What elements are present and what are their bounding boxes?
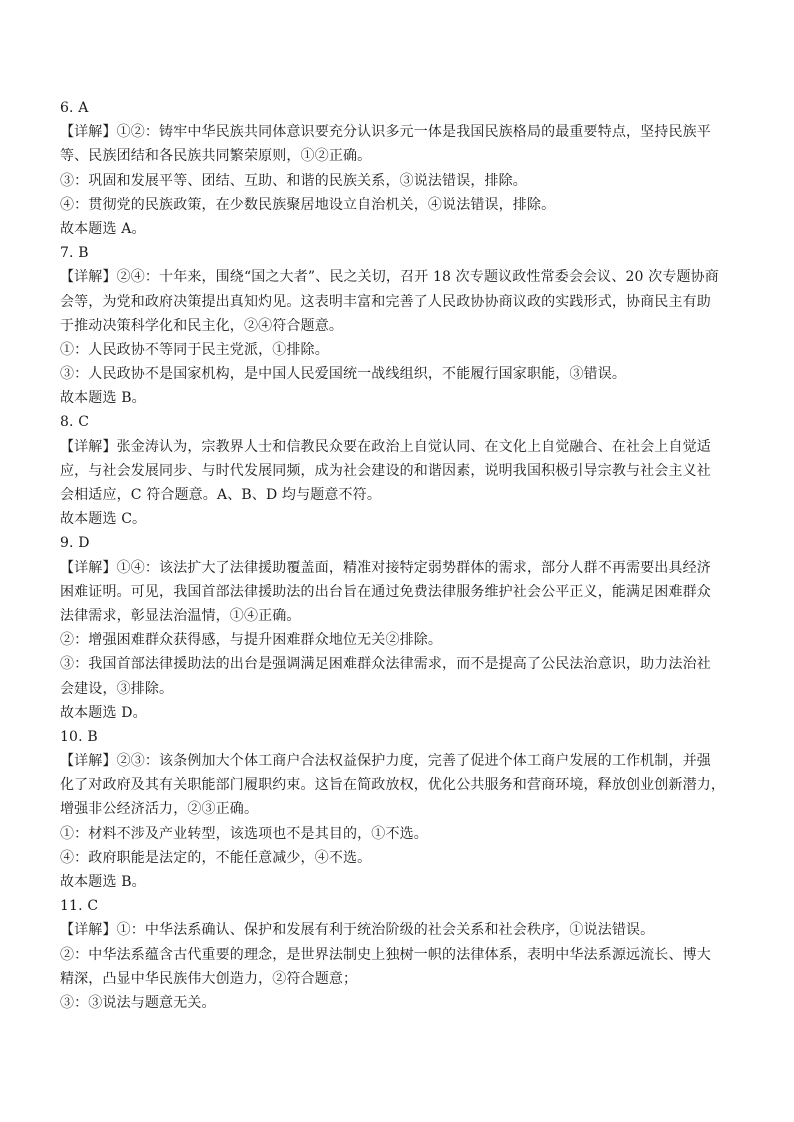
- explanation-line: 【详解】②③：该条例加大个体工商户合法权益保护力度，完善了促进个体工商户发展的工作机制，并强: [60, 753, 711, 770]
- explanation-line: ②：增强困难群众获得感，与提升困难群众地位无关②排除。: [60, 632, 443, 649]
- question-number: 10. B: [60, 728, 98, 745]
- explanation-line: 等、民族团结和各民族共同繁荣原则，①②正确。: [60, 148, 372, 165]
- explanation-line: ③：人民政协不是国家机构，是中国人民爱国统一战线组织，不能履行国家职能，③错误。: [60, 366, 626, 383]
- explanation-line: ③：巩固和发展平等、团结、互助、和谐的民族关系，③说法错误，排除。: [60, 172, 527, 189]
- explanation-line: ③：③说法与题意无关。: [60, 994, 216, 1011]
- explanation-line: 【详解】张金涛认为，宗教界人士和信教民众要在政治上自觉认同、在文化上自觉融合、在社会上自觉适: [60, 438, 711, 455]
- explanation-line: 会等，为党和政府决策提出真知灼见。这表明丰富和完善了人民政协协商议政的实践形式，协商民主有助: [60, 293, 711, 310]
- answer-explanations: [60, 96, 740, 1015]
- explanation-line: 困难证明。可见，我国首部法律援助法的出台旨在通过免费法律服务维护社会公平正义，能满足困难群众: [60, 583, 711, 600]
- conclusion-line: 故本题选 D。: [60, 704, 147, 721]
- explanation-line: 会相适应，C 符合题意。A、B、D 均与题意不符。: [60, 487, 381, 503]
- answer-block-8: [60, 410, 740, 531]
- explanation-line: ②：中华法系蕴含古代重要的理念，是世界法制史上独树一帜的法律体系，表明中华法系源远流长、博大: [60, 946, 711, 963]
- explanation-line: 【详解】①②：铸牢中华民族共同体意识要充分认识多元一体是我国民族格局的最重要特点，坚持民族平: [60, 124, 711, 141]
- explanation-line: ①：人民政协不等同于民主党派，①排除。: [60, 341, 329, 358]
- explanation-line: ④：贯彻党的民族政策，在少数民族聚居地设立自治机关，④说法错误，排除。: [60, 196, 556, 213]
- explanation-line: ①：材料不涉及产业转型，该选项也不是其目的，①不选。: [60, 825, 428, 842]
- explanation-line: 增强非公经济活力，②③正确。: [60, 801, 259, 818]
- explanation-line: 【详解】①④：该法扩大了法律援助覆盖面，精准对接特定弱势群体的需求，部分人群不再需要出具经济: [60, 559, 711, 576]
- explanation-line: ④：政府职能是法定的，不能任意减少，④不选。: [60, 849, 372, 866]
- answer-block-6: [60, 96, 740, 241]
- explanation-line: ③：我国首部法律援助法的出台是强调满足困难群众法律需求，而不是提高了公民法治意识，助力法治社: [60, 656, 711, 673]
- question-number: 8. C: [60, 414, 90, 431]
- question-number: 7. B: [60, 245, 89, 262]
- answer-block-10: [60, 725, 740, 894]
- question-number: 9. D: [60, 535, 90, 552]
- question-number: 6. A: [60, 100, 89, 116]
- answer-block-11: [60, 894, 740, 1015]
- conclusion-line: 故本题选 A。: [60, 220, 146, 237]
- explanation-line: 会建设，③排除。: [60, 680, 174, 697]
- explanation-line: 于推动决策科学化和民主化，②④符合题意。: [60, 317, 343, 334]
- explanation-line: 应，与社会发展同步、与时代发展同频，成为社会建设的和谐因素，说明我国积极引导宗教与社会主义社: [60, 462, 711, 479]
- conclusion-line: 故本题选 B。: [60, 390, 146, 407]
- explanation-line: 精深，凸显中华民族伟大创造力，②符合题意；: [60, 970, 358, 987]
- explanation-line: 【详解】②④：十年来，围绕“国之大者”、民之关切，召开 18 次专题议政性常委会会议、20 次专题协商: [60, 269, 719, 286]
- answer-block-9: [60, 531, 740, 725]
- explanation-line: 【详解】①：中华法系确认、保护和发展有利于统治阶级的社会关系和社会秩序，①说法错误。: [60, 922, 655, 939]
- conclusion-line: 故本题选 B。: [60, 874, 146, 890]
- conclusion-line: 故本题选 C。: [60, 511, 147, 528]
- question-number: 11. C: [60, 898, 99, 915]
- explanation-line: 法律需求，彰显法治温情，①④正确。: [60, 607, 301, 624]
- answer-block-7: [60, 241, 740, 410]
- explanation-line: 化了对政府及其有关职能部门履职约束。这旨在简政放权，优化公共服务和营商环境，释放创业创新潜力，: [60, 777, 726, 794]
